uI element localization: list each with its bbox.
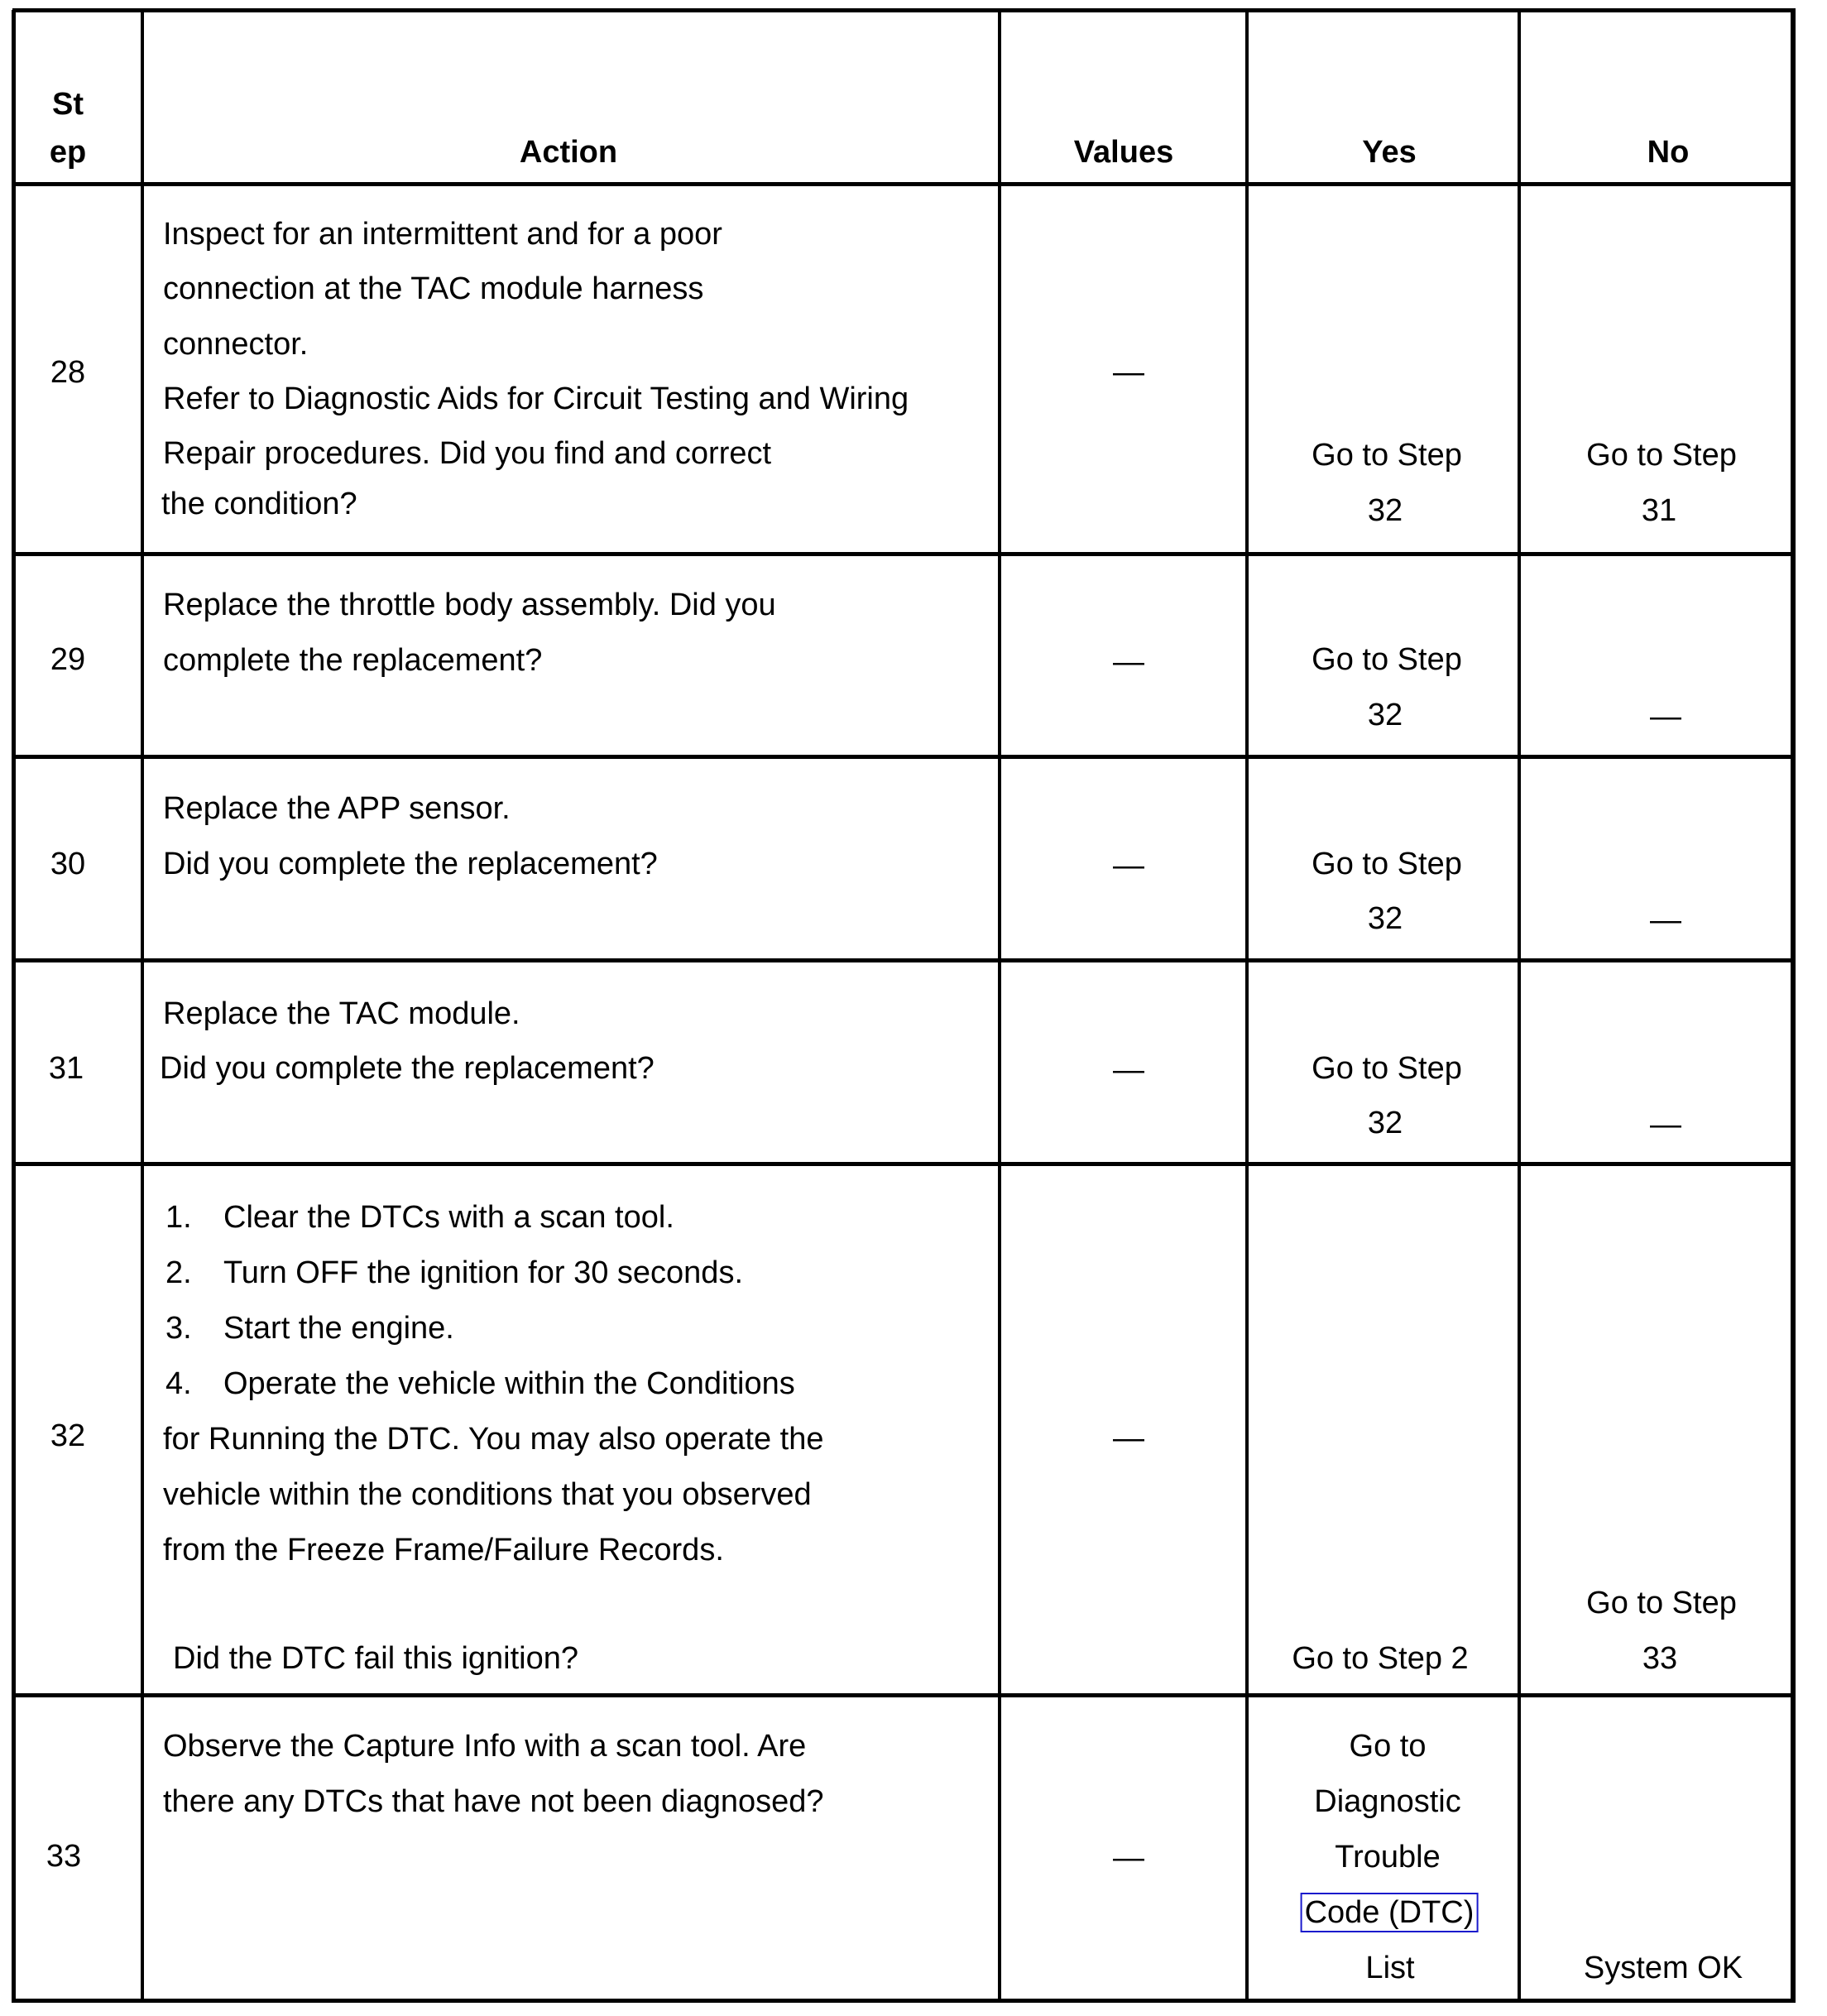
yes-result: Go to xyxy=(1349,1729,1427,1764)
yes-result: Trouble xyxy=(1335,1840,1441,1874)
action-text: Operate the vehicle within the Conditions xyxy=(223,1366,795,1401)
step-number: 29 xyxy=(50,642,86,677)
yes-result: Diagnostic xyxy=(1314,1784,1461,1819)
yes-result: Go to Step xyxy=(1312,1051,1462,1086)
yes-result: Go to Step xyxy=(1312,438,1462,473)
no-result: — xyxy=(1650,903,1681,938)
list-number: 2. xyxy=(165,1255,192,1290)
no-result: System OK xyxy=(1583,1951,1743,1985)
no-result: — xyxy=(1650,699,1681,734)
yes-result: Go to Step 2 xyxy=(1292,1641,1469,1676)
dtc-list-link[interactable]: Code (DTC) xyxy=(1301,1893,1479,1932)
row-divider xyxy=(12,1162,1796,1166)
action-text: Turn OFF the ignition for 30 seconds. xyxy=(223,1255,744,1290)
no-result: 31 xyxy=(1641,493,1677,528)
column-divider xyxy=(141,10,144,2003)
action-text: vehicle within the conditions that you observed xyxy=(163,1477,812,1512)
header-bottom-border xyxy=(12,182,1796,186)
action-text: from the Freeze Frame/Failure Records. xyxy=(163,1533,724,1567)
values-dash: — xyxy=(1113,645,1144,679)
header-yes: Yes xyxy=(1362,135,1417,170)
yes-result: Go to Step xyxy=(1312,642,1462,677)
no-result: — xyxy=(1650,1107,1681,1142)
step-number: 33 xyxy=(46,1839,82,1874)
action-text: Did you complete the replacement? xyxy=(160,1051,655,1086)
yes-result: List xyxy=(1365,1951,1415,1985)
row-divider xyxy=(12,958,1796,962)
yes-result: 32 xyxy=(1367,698,1403,732)
action-text: Start the engine. xyxy=(223,1311,454,1346)
header-values: Values xyxy=(1073,135,1174,170)
action-text: there any DTCs that have not been diagnosed? xyxy=(163,1784,824,1819)
yes-result: 32 xyxy=(1367,1106,1403,1140)
step-number: 31 xyxy=(48,1051,84,1086)
no-result: 33 xyxy=(1642,1641,1678,1676)
action-text: for Running the DTC. You may also operate the xyxy=(163,1422,824,1457)
action-text: Repair procedures. Did you find and correct xyxy=(163,436,772,471)
action-text: Replace the APP sensor. xyxy=(163,791,511,826)
list-number: 3. xyxy=(165,1311,192,1346)
action-text: Observe the Capture Info with a scan tool. Are xyxy=(163,1729,807,1764)
values-dash: — xyxy=(1113,1421,1144,1456)
action-text: the condition? xyxy=(161,487,357,521)
action-text: Clear the DTCs with a scan tool. xyxy=(223,1200,674,1235)
values-dash: — xyxy=(1113,1841,1144,1875)
column-divider xyxy=(1518,10,1521,2003)
action-text: complete the replacement? xyxy=(163,643,543,678)
action-text: Replace the throttle body assembly. Did you xyxy=(163,588,776,622)
yes-result: 32 xyxy=(1367,901,1403,936)
values-dash: — xyxy=(1113,1053,1144,1087)
table-bottom-border xyxy=(12,1999,1796,2003)
action-text: Did you complete the replacement? xyxy=(163,847,658,881)
action-text: connection at the TAC module harness xyxy=(163,271,704,306)
table-left-border xyxy=(12,10,16,2003)
table-top-border xyxy=(12,8,1796,12)
list-number: 1. xyxy=(165,1200,192,1235)
values-dash: — xyxy=(1113,848,1144,883)
list-number: 4. xyxy=(165,1366,192,1401)
row-divider xyxy=(12,1693,1796,1697)
action-text: Did the DTC fail this ignition? xyxy=(173,1641,578,1676)
row-divider xyxy=(12,755,1796,759)
header-step: ep xyxy=(49,135,87,170)
column-divider xyxy=(998,10,1001,2003)
step-number: 28 xyxy=(50,355,86,390)
no-result: Go to Step xyxy=(1586,438,1737,473)
header-step: St xyxy=(52,87,84,122)
values-dash: — xyxy=(1113,355,1144,390)
action-text: Replace the TAC module. xyxy=(163,996,520,1031)
row-divider xyxy=(12,552,1796,556)
table-right-border xyxy=(1791,10,1796,2003)
header-no: No xyxy=(1647,135,1690,170)
header-action: Action xyxy=(519,135,618,170)
yes-result: Go to Step xyxy=(1312,847,1462,881)
action-text: Inspect for an intermittent and for a poor xyxy=(163,217,722,252)
action-text: connector. xyxy=(163,327,309,362)
step-number: 32 xyxy=(50,1418,86,1453)
step-number: 30 xyxy=(50,847,86,881)
yes-result: 32 xyxy=(1367,493,1403,528)
column-divider xyxy=(1245,10,1249,2003)
action-text: Refer to Diagnostic Aids for Circuit Testing and Wiring xyxy=(163,382,909,416)
no-result: Go to Step xyxy=(1586,1586,1737,1620)
